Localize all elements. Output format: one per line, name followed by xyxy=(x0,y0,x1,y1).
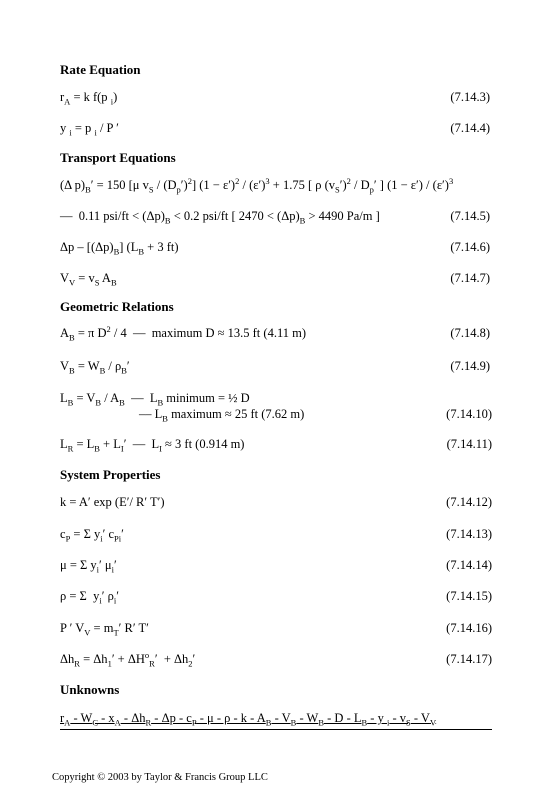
equation-7-14-5: — 0.11 $psi/ft < (\Delta p)_B < 0.2$ psi/ft [ $2470 < (\Delta p)_B > 4490$ Pa/m ] xyxy=(60,209,380,226)
copyright-footer: Copyright © 2003 by Taylor & Francis Group LLC xyxy=(52,772,268,783)
equation-number: (7.14.14) xyxy=(446,558,492,572)
equation-7-14-17: $\Delta h_R = \Delta h_1' + \Delta H^o_R' + \Delta h_2'$ xyxy=(60,649,196,669)
equation-number: (7.14.6) xyxy=(450,240,490,254)
equation-7-14-11: $L_R = L_B + L_I'$ — $L_I \approx 3$ ft (0.914 m) xyxy=(60,437,245,454)
equation-number: (7.14.17) xyxy=(446,652,492,666)
equation-number: (7.14.15) xyxy=(446,589,492,603)
equation-number: (7.14.3) xyxy=(450,90,490,104)
equation-7-14-10-line2: –– $L_B$ maximum ≈ 25 ft (7.62 m) xyxy=(139,407,305,424)
equation-7-14-16: P ′ $V_V = m_T'$ R′ T′ xyxy=(60,621,149,638)
equation-number: (7.14.8) xyxy=(450,326,490,340)
section-heading-system: System Properties xyxy=(60,467,161,482)
equation-7-14-14: μ = Σ $y_i'$ $\mu_i'$ xyxy=(60,558,117,575)
equation-7-14-6: $\Delta p - [(\Delta p)_B] (L_B + 3$ ft) xyxy=(60,240,179,257)
equation-number: (7.14.7) xyxy=(450,271,490,285)
equation-number: (7.14.12) xyxy=(446,495,492,509)
section-heading-rate: Rate Equation xyxy=(60,62,141,77)
section-heading-geometric: Geometric Relations xyxy=(60,299,174,314)
equation-number: (7.14.9) xyxy=(450,359,490,373)
section-heading-unknowns: Unknowns xyxy=(60,682,120,697)
equation-number: (7.14.13) xyxy=(446,527,492,541)
unknowns-list: $r_A - W_C - x_A - \Delta h_R$ - Δp - $c_P$ - μ - ρ - k - $A_B - V_B - W_B$ - D - $L_B$ - y $_i - v_S - V_V$ xyxy=(60,711,437,728)
unknowns-underline xyxy=(60,729,492,730)
equation-7-14-4: y $_i$ = p $_i$ / P ′ xyxy=(60,121,119,138)
equation-ergun: (Δ $p)_B' = 150$ [μ $v_S / (D_p')^2$] $(1 - \varepsilon')^2 / (\varepsilon')^3 + 1.75$ [ ρ $(v_S')^2 / D_p'$ ] $(1 - \varepsilon') / (\varepsilon')^3$ xyxy=(60,175,454,195)
equation-number: (7.14.11) xyxy=(446,437,492,451)
equation-7-14-7: $V_V = v_S$ $A_B$ xyxy=(60,271,117,288)
section-heading-transport: Transport Equations xyxy=(60,150,176,165)
equation-7-14-8: $A_B = \pi$ $D^2 / 4$ — maximum D ≈ 13.5 ft (4.11 m) xyxy=(60,323,306,343)
equation-7-14-12: k = A′ exp (E′/ R′ T′) xyxy=(60,495,165,509)
equation-number: (7.14.5) xyxy=(450,209,490,223)
equation-number: (7.14.4) xyxy=(450,121,490,135)
equation-number: (7.14.16) xyxy=(446,621,492,635)
equation-number: (7.14.10) xyxy=(446,407,492,421)
equation-7-14-9: $V_B = W_B / \rho_B'$ xyxy=(60,359,130,376)
equation-7-14-13: $c_P = \Sigma$ $y_i'$ $c_{Pi}'$ xyxy=(60,527,124,544)
equation-7-14-15: ρ = Σ $y_i'$ $\rho_i'$ xyxy=(60,589,119,606)
equation-7-14-10-line1: $L_B = V_B / A_B$ — $L_B$ minimum = ½ D xyxy=(60,391,250,408)
equation-7-14-3: $r_A = k$ f(p $_i$) xyxy=(60,90,118,107)
